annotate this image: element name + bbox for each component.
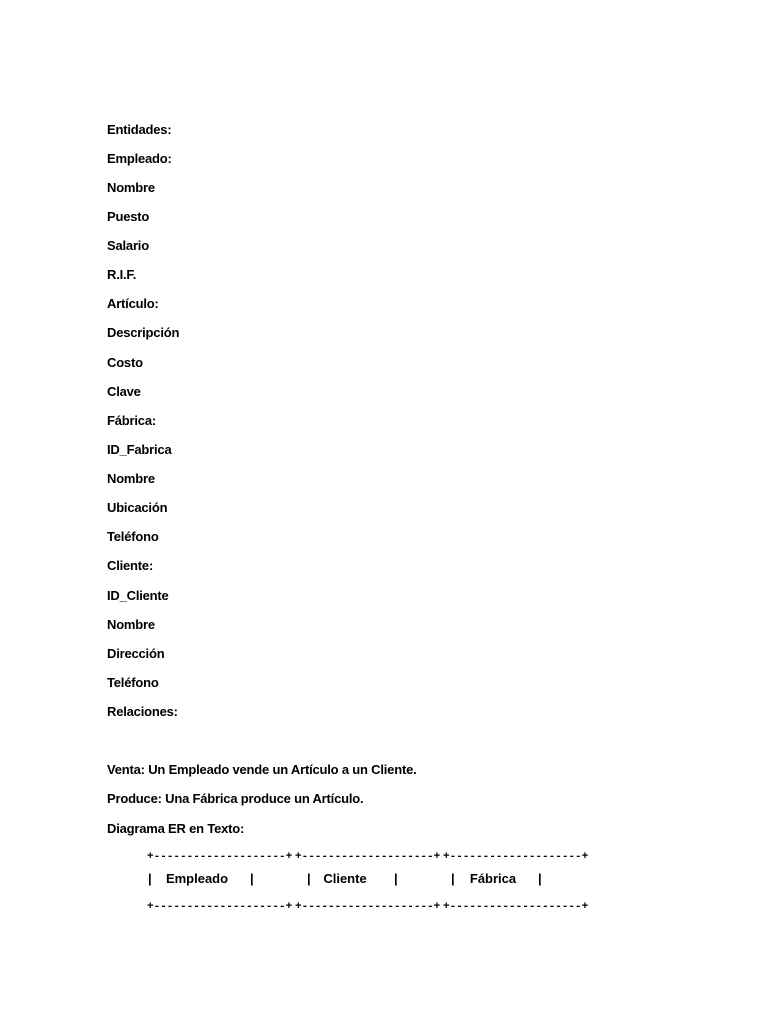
relation-venta: Venta: Un Empleado vende un Artículo a un Cliente. <box>107 762 417 777</box>
er-box-label: Fábrica <box>469 871 517 886</box>
attribute-nombre: Nombre <box>107 471 155 486</box>
attribute-salario: Salario <box>107 238 149 253</box>
er-box-pipe-left: | <box>307 871 311 886</box>
er-box-middle <box>147 871 254 887</box>
er-box-border-bottom: +--------------------+ <box>295 901 441 913</box>
attribute-telefono: Teléfono <box>107 675 159 690</box>
er-box-middle <box>295 871 398 887</box>
heading-relaciones: Relaciones: <box>107 704 178 719</box>
er-box-pipe-right: | <box>394 871 398 886</box>
attribute-id-cliente: ID_Cliente <box>107 588 169 603</box>
attribute-descripcion: Descripción <box>107 325 180 340</box>
attribute-clave: Clave <box>107 384 141 399</box>
heading-entidades: Entidades: <box>107 122 172 137</box>
er-box-pipe-right: | <box>538 871 542 886</box>
attribute-costo: Costo <box>107 355 143 370</box>
attribute-rif: R.I.F. <box>107 267 137 282</box>
er-box-border-top: +--------------------+ <box>443 851 589 863</box>
er-box-pipe-right: | <box>250 871 254 886</box>
er-box-label: Cliente <box>323 871 367 886</box>
attribute-id-fabrica: ID_Fabrica <box>107 442 172 457</box>
er-box-border-top: +--------------------+ <box>147 851 293 863</box>
er-box-border-bottom: +--------------------+ <box>147 901 293 913</box>
er-box-empleado <box>147 849 293 919</box>
heading-diagrama: Diagrama ER en Texto: <box>107 821 245 836</box>
entity-fabrica: Fábrica: <box>107 413 156 428</box>
er-box-border-top: +--------------------+ <box>295 851 441 863</box>
entity-cliente: Cliente: <box>107 558 154 573</box>
er-box-pipe-left: | <box>148 871 152 886</box>
er-box-pipe-left: | <box>451 871 455 886</box>
relation-produce: Produce: Una Fábrica produce un Artículo. <box>107 791 364 806</box>
er-box-label: Empleado <box>165 871 229 886</box>
er-box-fabrica <box>443 849 589 919</box>
attribute-nombre: Nombre <box>107 180 155 195</box>
attribute-ubicacion: Ubicación <box>107 500 168 515</box>
attribute-direccion: Dirección <box>107 646 165 661</box>
er-box-cliente <box>295 849 441 919</box>
entity-articulo: Artículo: <box>107 296 159 311</box>
attribute-puesto: Puesto <box>107 209 150 224</box>
er-box-border-bottom: +--------------------+ <box>443 901 589 913</box>
er-box-middle <box>443 871 543 887</box>
attribute-nombre: Nombre <box>107 617 155 632</box>
attribute-telefono: Teléfono <box>107 529 159 544</box>
entity-empleado: Empleado: <box>107 151 172 166</box>
